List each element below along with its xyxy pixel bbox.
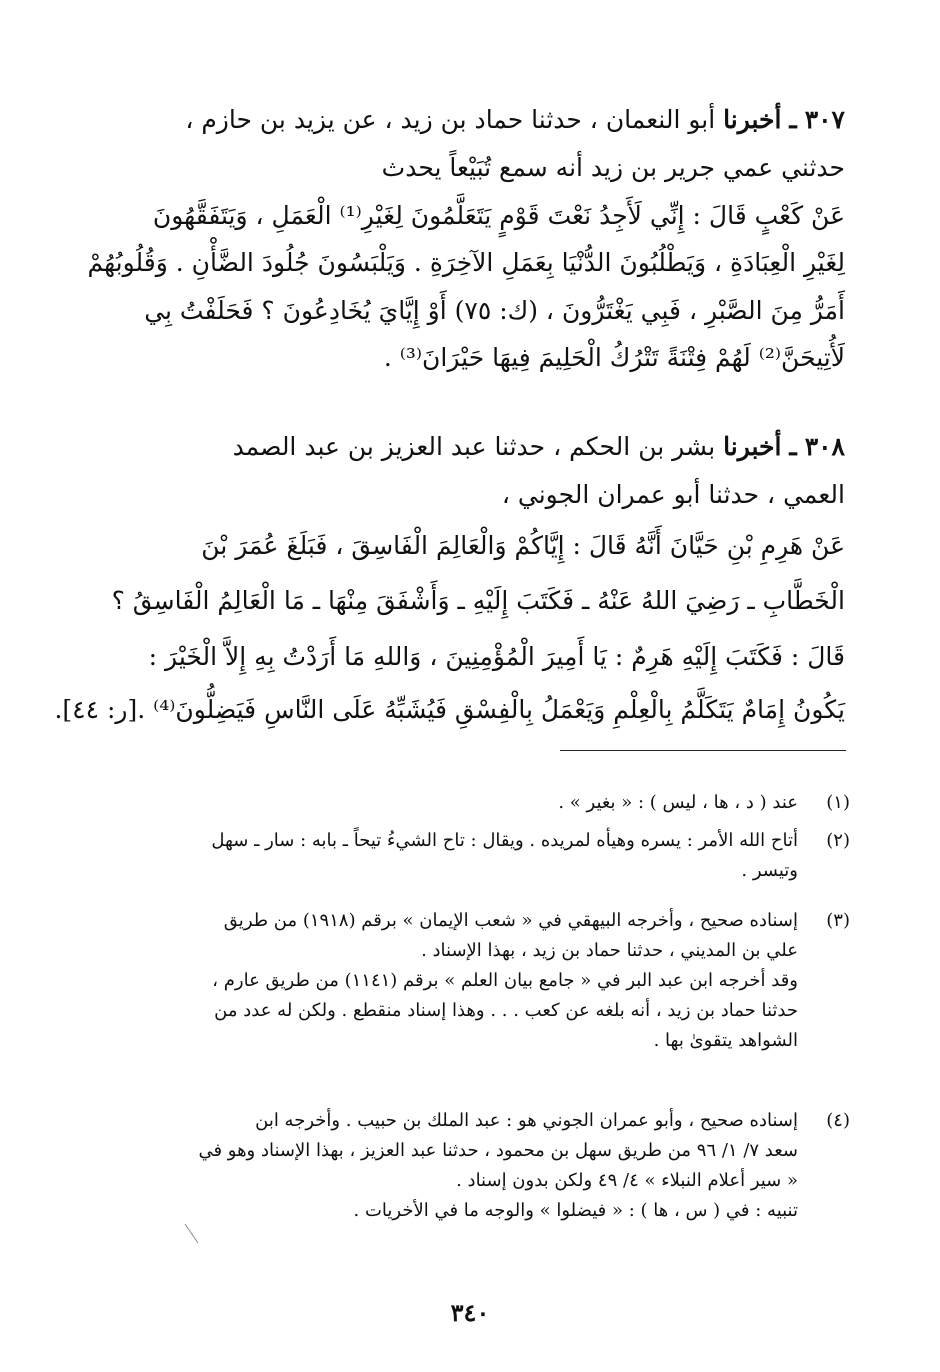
footnote-line: عند ( د ، ها ، ليس ) : « بغير » . bbox=[558, 792, 798, 813]
entry-308-number: ٣٠٨ bbox=[804, 432, 845, 461]
footnote-line: علي بن المديني ، حدثنا حماد بن زيد ، بهذا الإسناد . bbox=[421, 940, 798, 961]
footnote-line: أتاح الله الأمر : يسره وهيأه لمريده . ويقال : تاح الشيءُ تيحاً ـ بابه : سار ـ سهل bbox=[211, 830, 798, 851]
footnote-separator bbox=[560, 750, 846, 751]
footnote-line: وقد أخرجه ابن عبد البر في « جامع بيان العلم » برقم (١١٤١) من طريق عارم ، bbox=[212, 970, 798, 991]
pen-mark-icon bbox=[182, 1222, 202, 1246]
page-number: ٣٤٠ bbox=[450, 1298, 490, 1327]
entry-308-isnad: بشر بن الحكم ، حدثنا عبد العزيز بن عبد الصمد bbox=[232, 432, 716, 461]
entry-307-text-line: لِغَيْرِ الْعِبَادَةِ ، وَيَطْلُبُونَ الدُّنْيَا بِعَمَلِ الآخِرَةِ . وَيَلْبَسُونَ جُلُودَ الضَّأْنِ . وَقُلُوبُهُمْ bbox=[87, 248, 845, 277]
footnote-3 bbox=[70, 906, 850, 1056]
footnote-4 bbox=[70, 1106, 850, 1226]
entry-307-line-2: حدثني عمي جرير بن زيد أنه سمع تُبَيْعاً يحدث bbox=[381, 153, 845, 182]
entry-308-line-1 bbox=[70, 425, 845, 468]
entry-307-dash: ـ bbox=[789, 105, 797, 134]
entry-307-isnad: أبو النعمان ، حدثنا حماد بن زيد ، عن يزيد بن حازم ، bbox=[185, 105, 716, 134]
footnote-line: سعد ٧/ ١/ ٩٦ من طريق سهل بن محمود ، حدثنا عبد العزيز ، بهذا الإسناد وهو في bbox=[198, 1140, 798, 1161]
entry-307-akhbarana: أخبرنا bbox=[723, 105, 782, 134]
footnote-line: وتيسر . bbox=[741, 860, 798, 881]
footnote-number: (٣) bbox=[826, 910, 850, 931]
entry-307-text-line: لَأُتِيحَنَّ⁽²⁾ لَهُمْ فِتْنَةً تَتْرُكُ الْحَلِيمَ فِيهَا حَيْرَانَ⁽³⁾ . bbox=[383, 343, 845, 372]
footnote-number: (٢) bbox=[826, 830, 850, 851]
entry-308-text-line: قَالَ : فَكَتَبَ إِلَيْهِ هَرِمٌ : يَا أَمِيرَ الْمُؤْمِنِينَ ، وَاللهِ مَا أَرَدْتُ بِهِ إِلاَّ الْخَيْرَ : bbox=[148, 642, 845, 671]
entry-308-text-line: يَكُونُ إِمَامٌ يَتَكَلَّمُ بِالْعِلْمِ وَيَعْمَلُ بِالْفِسْقِ فَيُشَبِّهُ عَلَى النَّاسِ فَيَضِلُّونَ⁽⁴⁾ .[ر: ٤٤]. bbox=[54, 695, 845, 724]
footnote-1 bbox=[70, 788, 850, 818]
entry-308-text-line: عَنْ هَرِمِ بْنِ حَيَّانَ أَنَّهُ قَالَ : إِيَّاكُمْ وَالْعَالِمَ الْفَاسِقَ ، فَبَلَغَ عُمَرَ بْنَ bbox=[201, 531, 845, 560]
footnote-line: « سير أعلام النبلاء » ٤/ ٤٩ ولكن بدون إسناد . bbox=[456, 1170, 798, 1191]
entry-307-number: ٣٠٧ bbox=[804, 105, 845, 134]
footnote-line: الشواهد يتقوىٰ بها . bbox=[653, 1030, 798, 1051]
footnote-line: إسناده صحيح ، وأخرجه البيهقي في « شعب الإيمان » برقم (١٩١٨) من طريق bbox=[223, 910, 798, 931]
footnote-number: (٤) bbox=[826, 1110, 850, 1131]
footnote-line: حدثنا حماد بن زيد ، أنه بلغه عن كعب . . . وهذا إسناد منقطع . ولكن له عدد من bbox=[214, 1000, 798, 1021]
entry-307-text-line: عَنْ كَعْبٍ قَالَ : إِنِّي لَأَجِدُ نَعْتَ قَوْمٍ يَتَعَلَّمُونَ لِغَيْرِ⁽¹⁾ الْعَمَلِ ، وَيَتَفَقَّهُونَ bbox=[152, 201, 845, 230]
footnote-line: إسناده صحيح ، وأبو عمران الجوني هو : عبد الملك بن حبيب . وأخرجه ابن bbox=[255, 1110, 798, 1131]
footnote-number: (١) bbox=[826, 792, 850, 813]
entry-308-text-line: الْخَطَّابِ ـ رَضِيَ اللهُ عَنْهُ ـ فَكَتَبَ إِلَيْهِ ـ وَأَشْفَقَ مِنْهَا ـ مَا الْعَالِمُ الْفَاسِقُ ؟ bbox=[111, 586, 845, 615]
footnote-line: تنبيه : في ( س ، ها ) : « فيضلوا » والوجه ما في الأخريات . bbox=[353, 1200, 798, 1221]
entry-308-line-2: العمي ، حدثنا أبو عمران الجوني ، bbox=[501, 480, 845, 509]
footnote-2 bbox=[70, 826, 850, 886]
entry-307-text-line: أَمَرُّ مِنَ الصَّبْرِ ، فَبِي يَغْتَرُّونَ ، (ك: ٧٥) أَوْ إِيَّايَ يُخَادِعُونَ ؟ فَحَلَفْتُ بِي bbox=[144, 296, 845, 325]
entry-308-akhbarana: أخبرنا bbox=[723, 432, 782, 461]
entry-308-dash: ـ bbox=[789, 432, 797, 461]
entry-307-line-1 bbox=[70, 98, 845, 141]
